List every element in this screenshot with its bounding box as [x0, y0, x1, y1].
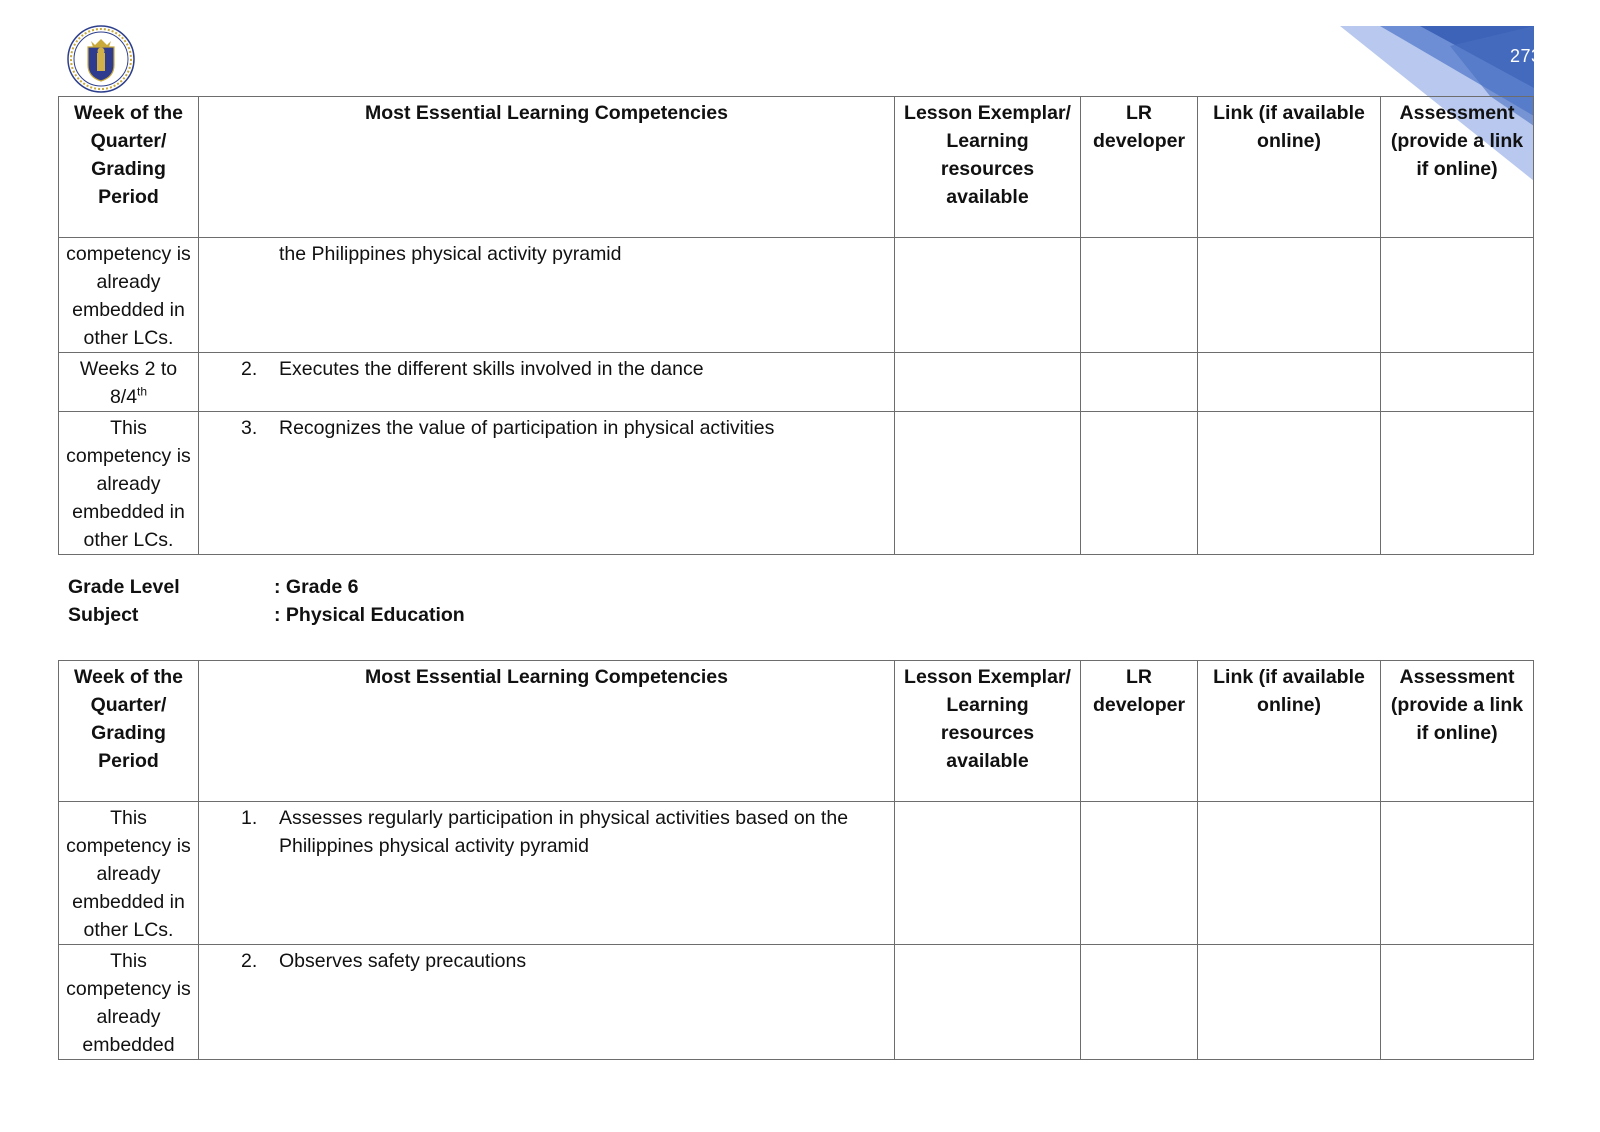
competency-text: Recognizes the value of participation in physical activities: [279, 417, 775, 439]
competency-number: 2.: [241, 950, 258, 972]
assessment-cell: [1381, 238, 1534, 353]
header-week: Week of the Quarter/ Grading Period: [59, 661, 199, 802]
subject-value: : Physical Education: [274, 604, 465, 626]
melc-table-2: [58, 660, 1534, 1060]
course-info: [68, 573, 465, 629]
link-cell: [1198, 802, 1381, 945]
competency-text: Observes safety precautions: [279, 950, 527, 972]
header-melc: Most Essential Learning Competencies: [199, 661, 895, 802]
week-cell: This competency is already embedded: [59, 945, 199, 1060]
week-cell: [59, 353, 199, 412]
lesson-cell: [895, 945, 1081, 1060]
link-cell: [1198, 945, 1381, 1060]
week-cell: This competency is already embedded in other LCs.: [59, 412, 199, 555]
lr-cell: [1081, 945, 1198, 1060]
header-lr-developer: LR developer: [1081, 97, 1198, 238]
header-lr-developer: LR developer: [1081, 661, 1198, 802]
competency-number: 3.: [241, 417, 258, 439]
competency-text: Assesses regularly participation in physical activities based on the Philippines physical activity pyramid: [279, 807, 849, 857]
header-link: Link (if available online): [1198, 97, 1381, 238]
table-header-row: [59, 661, 1534, 802]
link-cell: [1198, 238, 1381, 353]
lr-cell: [1081, 802, 1198, 945]
competency-cell: [199, 353, 895, 412]
assessment-cell: [1381, 412, 1534, 555]
header-lesson: Lesson Exemplar/ Learning resources available: [895, 97, 1081, 238]
grade-level-label: Grade Level: [68, 576, 180, 598]
table-row: [59, 353, 1534, 412]
header-assessment: Assessment (provide a link if online): [1381, 97, 1534, 238]
header-link: Link (if available online): [1198, 661, 1381, 802]
assessment-cell: [1381, 353, 1534, 412]
deped-seal-logo: [67, 25, 135, 93]
link-cell: [1198, 412, 1381, 555]
lesson-cell: [895, 238, 1081, 353]
subject-row: [68, 601, 465, 629]
lr-cell: [1081, 412, 1198, 555]
competency-text: Executes the different skills involved in the dance: [279, 358, 704, 380]
week-cell: competency is already embedded in other LCs.: [59, 238, 199, 353]
grade-level-row: [68, 573, 465, 601]
lesson-cell: [895, 412, 1081, 555]
table-row: [59, 802, 1534, 945]
lesson-cell: [895, 353, 1081, 412]
melc-table-1: [58, 96, 1534, 555]
table-row: [59, 412, 1534, 555]
table-row: [59, 238, 1534, 353]
header-melc: Most Essential Learning Competencies: [199, 97, 895, 238]
page-number: 273: [1510, 46, 1542, 66]
header-lesson: Lesson Exemplar/ Learning resources available: [895, 661, 1081, 802]
table-row: [59, 945, 1534, 1060]
week-text: Weeks 2 to 8/4: [79, 358, 178, 408]
week-cell: This competency is already embedded in other LCs.: [59, 802, 199, 945]
competency-cell: [199, 238, 895, 353]
assessment-cell: [1381, 802, 1534, 945]
header-assessment: Assessment (provide a link if online): [1381, 661, 1534, 802]
assessment-cell: [1381, 945, 1534, 1060]
competency-text: the Philippines physical activity pyramid: [279, 243, 622, 265]
header-week: Week of the Quarter/ Grading Period: [59, 97, 199, 238]
competency-number: 2.: [241, 358, 258, 380]
competency-number: 1.: [241, 807, 258, 829]
competency-cell: [199, 945, 895, 1060]
grade-level-value: : Grade 6: [274, 576, 359, 598]
lr-cell: [1081, 353, 1198, 412]
lr-cell: [1081, 238, 1198, 353]
week-superscript: th: [137, 384, 148, 399]
competency-cell: [199, 412, 895, 555]
subject-label: Subject: [68, 604, 139, 626]
lesson-cell: [895, 802, 1081, 945]
link-cell: [1198, 353, 1381, 412]
competency-cell: [199, 802, 895, 945]
table-header-row: [59, 97, 1534, 238]
